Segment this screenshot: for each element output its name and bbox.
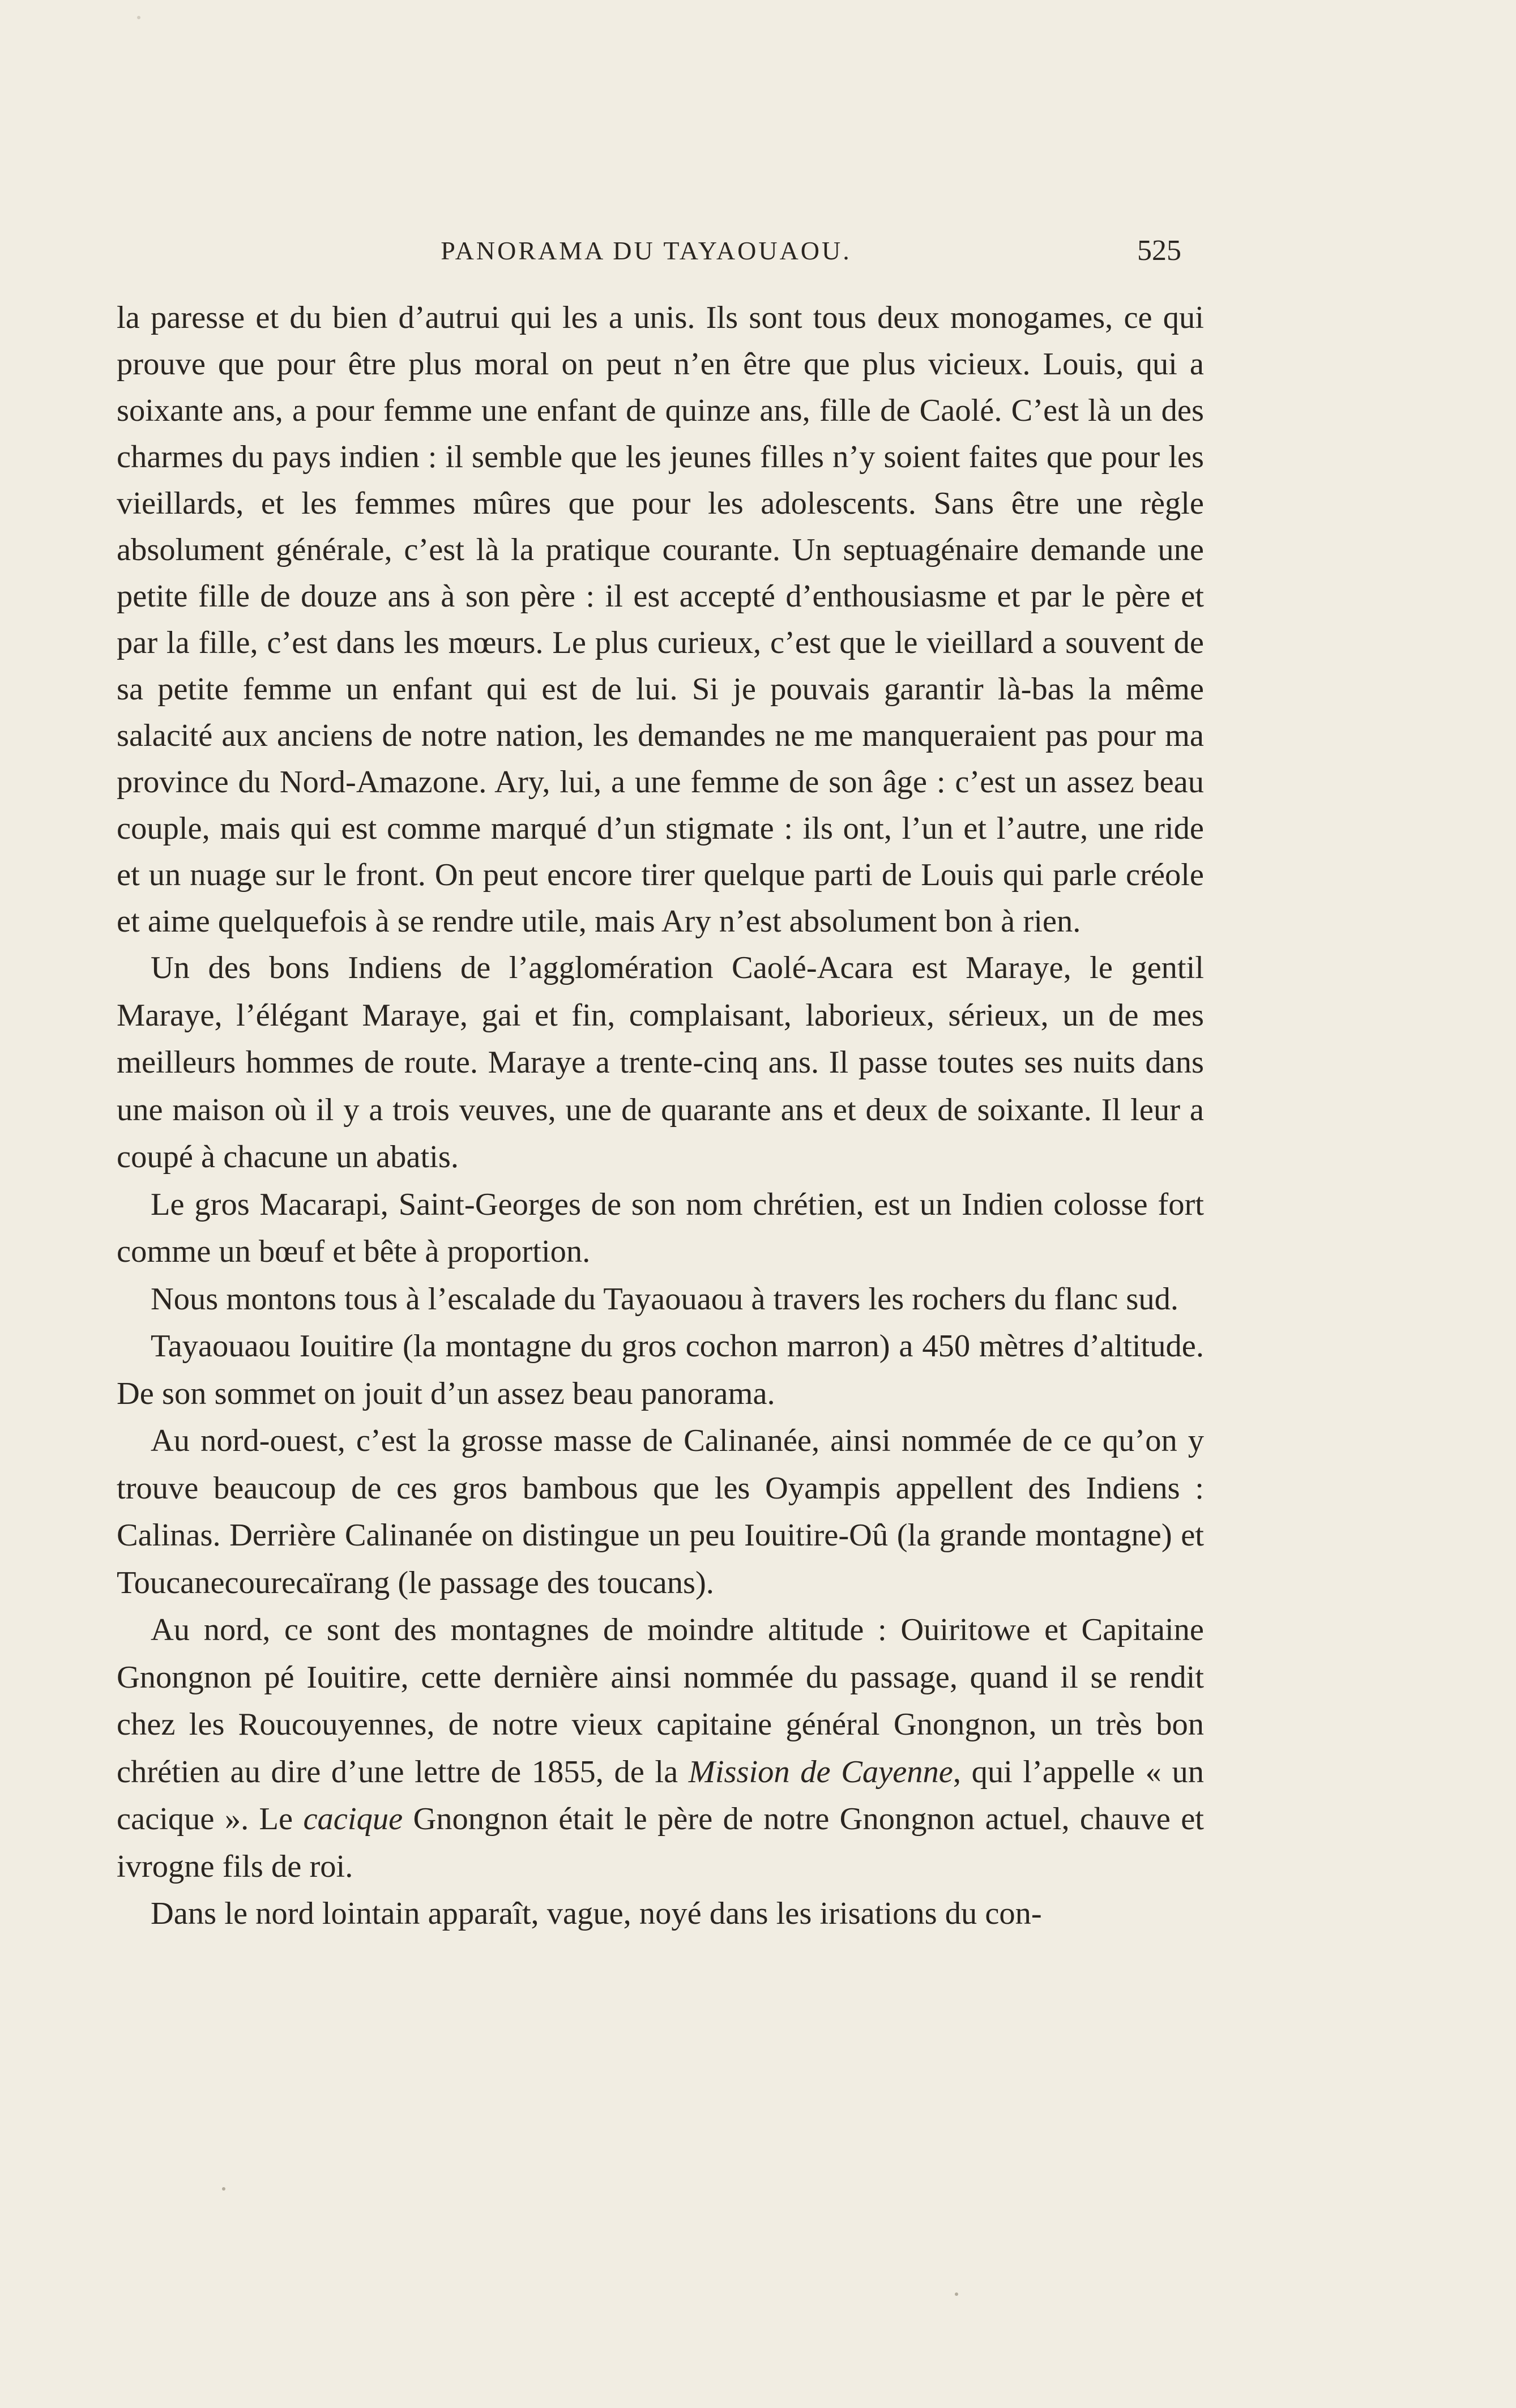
paper-speck xyxy=(137,16,140,19)
page-number: 525 xyxy=(1137,234,1181,267)
italic-text-segment: cacique xyxy=(303,1801,403,1837)
text-segment: la paresse et du bien d’autrui qui les a unis. Ils sont tous deux monogames, ce qui prouve que pour être plus moral on peut n’en être que plus vicieux. Louis, qui a soixante ans, a pour femme une enfant de quinze ans, fille de Caolé. C’est là un des charmes du pays indien : il semble que les jeunes filles n’y soient faites que pour les vieillards, et les femmes mûres que pour les adolescents. Sans être une règle absolument générale, c’est là la pratique courante. Un septuagénaire demande une petite fille de douze ans à son père : il est accepté d’enthousiasme et par le père et par la fille, c’est dans les mœurs. Le plus curieux, c’est que le vieillard a souvent de sa petite femme un enfant qui est de lui. Si je pouvais garantir là-bas la même salacité aux anciens de notre nation, les demandes ne me manqueraient pas pour ma province du Nord-Amazone. Ary, lui, a une femme de son âge : c’est un assez beau couple, mais qui est comme marqué d’un stigmate : ils ont, l’un et l’autre, une ride et un nuage sur le front. On peut encore tirer quelque parti de Louis qui parle créole et aime quelquefois à se rendre utile, mais Ary n’est absolument bon à rien. xyxy=(117,300,1204,939)
paragraph xyxy=(117,1890,1204,1938)
text-segment: Dans le nord lointain apparaît, vague, noyé dans les irisations du con- xyxy=(151,1896,1042,1931)
paragraph xyxy=(117,1276,1204,1323)
body-text xyxy=(117,294,1204,1938)
text-segment: , qui l’appelle « un cacique ». Le xyxy=(117,1754,1204,1837)
text-segment: Tayaouaou Iouitire (la montagne du gros cochon marron) a 450 mètres d’altitude. De son sommet on jouit d’un assez beau panorama. xyxy=(117,1329,1204,1411)
text-segment: Nous montons tous à l’escalade du Tayaouaou à travers les rochers du flanc sud. xyxy=(151,1281,1179,1317)
text-segment: Au nord, ce sont des montagnes de moindre altitude : Ouiritowe et Capitaine Gnongnon pé Iouitire, cette dernière ainsi nommée du passage, quand il se rendit chez les Roucouyennes, de notre vieux capitaine général Gnongnon, un très bon chrétien au dire d’une lettre de 1855, de la xyxy=(117,1612,1204,1790)
paragraph xyxy=(117,1418,1204,1607)
paragraph xyxy=(117,945,1204,1181)
text-segment: Au nord-ouest, c’est la grosse masse de Calinanée, ainsi nommée de ce qu’on y trouve beaucoup de ces gros bambous que les Oyampis appellent des Indiens : Calinas. Derrière Calinanée on distingue un peu Iouitire-Oû (la grande montagne) et Toucanecourecaïrang (le passage des toucans). xyxy=(117,1423,1204,1600)
italic-text-segment: Mission de Cayenne xyxy=(688,1754,953,1790)
paper-speck xyxy=(955,2292,958,2296)
paragraph xyxy=(117,294,1204,945)
text-segment: Un des bons Indiens de l’agglomération Caolé-Acara est Maraye, le gentil Maraye, l’élégant Maraye, gai et fin, complaisant, laborieux, sérieux, un de mes meilleurs hommes de route. Maraye a trente-cinq ans. Il passe toutes ses nuits dans une maison où il y a trois veuves, une de quarante ans et deux de soixante. Il leur a coupé à chacune un abatis. xyxy=(117,950,1204,1175)
text-segment: Le gros Macarapi, Saint-Georges de son nom chrétien, est un Indien colosse fort comme un bœuf et bête à proportion. xyxy=(117,1186,1204,1269)
running-head xyxy=(117,231,1181,271)
paragraph xyxy=(117,1323,1204,1418)
paper-speck xyxy=(222,2187,225,2191)
running-title: PANORAMA DU TAYAOUAOU. xyxy=(441,236,852,265)
text-segment: Gnongnon était le père de notre Gnongnon actuel, chauve et ivrogne fils de roi. xyxy=(117,1801,1204,1884)
paragraph xyxy=(117,1181,1204,1276)
paragraph xyxy=(117,1607,1204,1890)
